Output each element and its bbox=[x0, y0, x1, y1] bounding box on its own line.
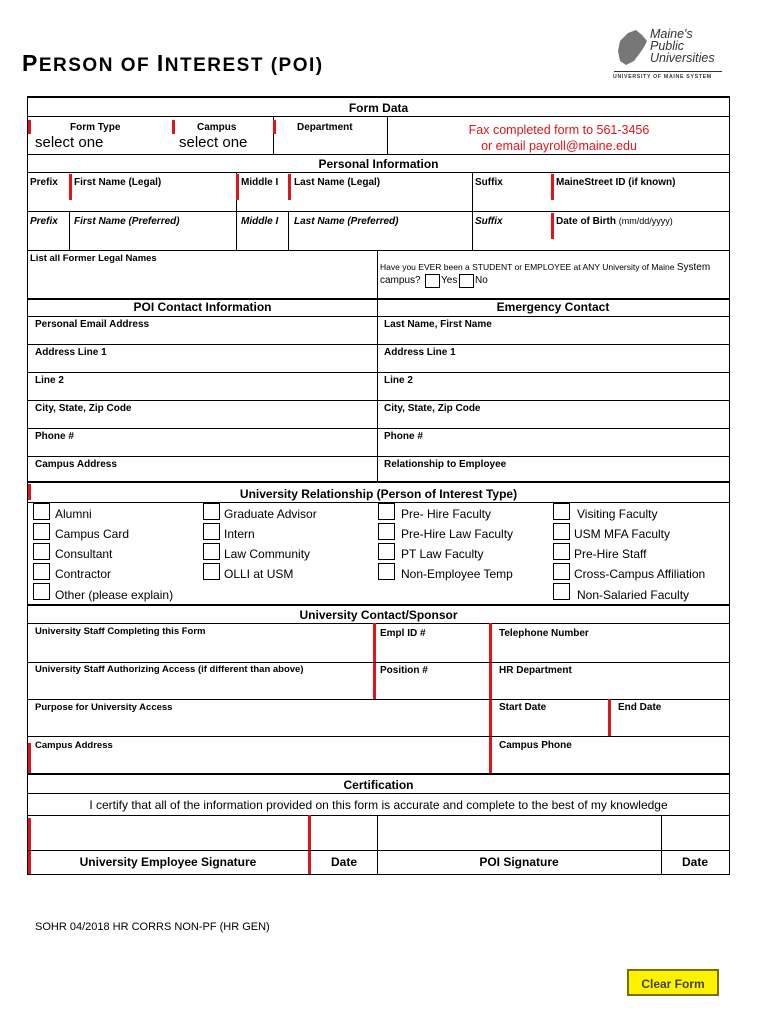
mainestreet-id-label: MaineStreet ID (if known) bbox=[556, 177, 676, 188]
suffix-label: Suffix bbox=[475, 177, 503, 188]
hr-department-label: HR Department bbox=[499, 665, 572, 676]
prefix-preferred-label: Prefix bbox=[30, 216, 58, 227]
alumni-checkbox[interactable] bbox=[33, 503, 50, 520]
other-checkbox[interactable] bbox=[33, 583, 50, 600]
page-title: PERSON OF INTEREST (POI) bbox=[22, 50, 324, 76]
personal-email-label: Personal Email Address bbox=[35, 319, 150, 330]
first-name-preferred-label: First Name (Preferred) bbox=[74, 216, 180, 227]
campus-select[interactable]: select one bbox=[179, 134, 248, 151]
yes-label: Yes bbox=[441, 275, 458, 286]
cross-campus-checkbox[interactable] bbox=[553, 563, 570, 580]
campus-address-label: Campus Address bbox=[35, 459, 117, 470]
pre-hire-staff-option: Pre-Hire Staff bbox=[574, 547, 647, 561]
campus-phone-label: Campus Phone bbox=[499, 740, 572, 751]
pre-hire-law-faculty-checkbox[interactable] bbox=[378, 523, 395, 540]
ever-enrolled-campus: campus? bbox=[380, 275, 421, 286]
fax-instructions: Fax completed form to 561-3456 or email payroll@maine.edu bbox=[468, 123, 650, 153]
sponsor-heading: University Contact/Sponsor bbox=[299, 608, 458, 622]
emergency-line2-label: Line 2 bbox=[384, 375, 413, 386]
intern-checkbox[interactable] bbox=[203, 523, 220, 540]
usm-mfa-faculty-checkbox[interactable] bbox=[553, 523, 570, 540]
contractor-checkbox[interactable] bbox=[33, 563, 50, 580]
non-salaried-option: Non-Salaried Faculty bbox=[577, 588, 690, 602]
non-salaried-checkbox[interactable] bbox=[553, 583, 570, 600]
emergency-contact-heading: Emergency Contact bbox=[496, 300, 610, 314]
graduate-advisor-option: Graduate Advisor bbox=[224, 507, 317, 521]
staff-authorizing-label: University Staff Authorizing Access (if different than above) bbox=[35, 664, 304, 675]
last-name-legal-label: Last Name (Legal) bbox=[294, 177, 381, 188]
first-name-legal-label: First Name (Legal) bbox=[74, 177, 162, 188]
poi-signature-label: POI Signature bbox=[479, 855, 559, 869]
pre-hire-faculty-checkbox[interactable] bbox=[378, 503, 395, 520]
olli-checkbox[interactable] bbox=[203, 563, 220, 580]
other-option: Other (please explain) bbox=[55, 588, 174, 602]
start-date-label: Start Date bbox=[499, 702, 547, 713]
campus-card-checkbox[interactable] bbox=[33, 523, 50, 540]
phone-label: Phone # bbox=[35, 431, 74, 442]
pre-hire-staff-checkbox[interactable] bbox=[553, 543, 570, 560]
former-names-label: List all Former Legal Names bbox=[30, 253, 157, 264]
poi-contact-heading: POI Contact Information bbox=[133, 300, 272, 314]
relationship-heading: University Relationship (Person of Interest Type) bbox=[239, 487, 518, 501]
poi-form bbox=[27, 96, 730, 875]
logo-text: Maine's Public Universities bbox=[650, 27, 715, 65]
clear-form-button[interactable]: Clear Form bbox=[627, 969, 719, 996]
non-employee-temp-option: Non-Employee Temp bbox=[401, 567, 513, 581]
city-state-zip-label: City, State, Zip Code bbox=[35, 403, 132, 414]
campus-label: Campus bbox=[197, 122, 237, 133]
poi-date-label: Date bbox=[681, 855, 708, 869]
visiting-faculty-checkbox[interactable] bbox=[553, 503, 570, 520]
law-community-option: Law Community bbox=[224, 547, 311, 561]
relationship-label: Relationship to Employee bbox=[384, 459, 507, 470]
pre-hire-faculty-option: Pre- Hire Faculty bbox=[401, 507, 492, 521]
telephone-label: Telephone Number bbox=[499, 628, 589, 639]
form-data-heading: Form Data bbox=[348, 101, 409, 115]
certification-statement: I certify that all of the information provided on this form is accurate and complete to the best of my knowledge bbox=[89, 798, 668, 812]
emergency-city-state-zip-label: City, State, Zip Code bbox=[384, 403, 481, 414]
line2-label: Line 2 bbox=[35, 375, 64, 386]
law-community-checkbox[interactable] bbox=[203, 543, 220, 560]
form-type-select[interactable]: select one bbox=[35, 134, 104, 151]
empl-id-label: Empl ID # bbox=[380, 628, 426, 639]
form-code: SOHR 04/2018 HR CORRS NON-PF (HR GEN) bbox=[35, 921, 270, 933]
personal-info-heading: Personal Information bbox=[318, 157, 439, 171]
last-name-preferred-label: Last Name (Preferred) bbox=[294, 216, 399, 227]
middle-initial-label: Middle I bbox=[241, 177, 279, 188]
visiting-faculty-option: Visiting Faculty bbox=[577, 507, 658, 521]
campus-card-option: Campus Card bbox=[55, 527, 130, 541]
alumni-option: Alumni bbox=[55, 507, 92, 521]
usm-mfa-faculty-option: USM MFA Faculty bbox=[574, 527, 671, 541]
employee-signature-label: University Employee Signature bbox=[79, 855, 257, 869]
no-checkbox[interactable] bbox=[459, 274, 474, 288]
no-label: No bbox=[475, 275, 488, 286]
address-line1-label: Address Line 1 bbox=[35, 347, 107, 358]
consultant-checkbox[interactable] bbox=[33, 543, 50, 560]
graduate-advisor-checkbox[interactable] bbox=[203, 503, 220, 520]
cross-campus-option: Cross-Campus Affiliation bbox=[574, 567, 706, 581]
date-of-birth-label: Date of Birth (mm/dd/yyyy) bbox=[556, 216, 673, 227]
non-employee-temp-checkbox[interactable] bbox=[378, 563, 395, 580]
logo-divider bbox=[614, 71, 722, 72]
ever-enrolled-question: Have you EVER been a STUDENT or EMPLOYEE at ANY University of Maine System bbox=[380, 262, 711, 273]
emergency-phone-label: Phone # bbox=[384, 431, 423, 442]
department-label: Department bbox=[297, 122, 353, 133]
sponsor-campus-address-label: Campus Address bbox=[35, 740, 113, 751]
certification-heading: Certification bbox=[343, 778, 414, 792]
pt-law-faculty-option: PT Law Faculty bbox=[401, 547, 484, 561]
employee-date-label: Date bbox=[330, 855, 357, 869]
logo-subtitle: UNIVERSITY OF MAINE SYSTEM bbox=[613, 74, 712, 80]
suffix-preferred-label: Suffix bbox=[475, 216, 503, 227]
emergency-name-label: Last Name, First Name bbox=[384, 319, 492, 330]
purpose-label: Purpose for University Access bbox=[35, 702, 173, 713]
olli-option: OLLI at USM bbox=[224, 567, 294, 581]
emergency-address-line1-label: Address Line 1 bbox=[384, 347, 456, 358]
prefix-label: Prefix bbox=[30, 177, 58, 188]
middle-initial-preferred-label: Middle I bbox=[241, 216, 279, 227]
consultant-option: Consultant bbox=[55, 547, 113, 561]
position-label: Position # bbox=[380, 665, 428, 676]
contractor-option: Contractor bbox=[55, 567, 112, 581]
yes-checkbox[interactable] bbox=[425, 274, 440, 288]
end-date-label: End Date bbox=[618, 702, 662, 713]
staff-completing-label: University Staff Completing this Form bbox=[35, 626, 206, 637]
pt-law-faculty-checkbox[interactable] bbox=[378, 543, 395, 560]
intern-option: Intern bbox=[224, 527, 255, 541]
pre-hire-law-faculty-option: Pre-Hire Law Faculty bbox=[401, 527, 514, 541]
form-type-label: Form Type bbox=[70, 122, 121, 133]
